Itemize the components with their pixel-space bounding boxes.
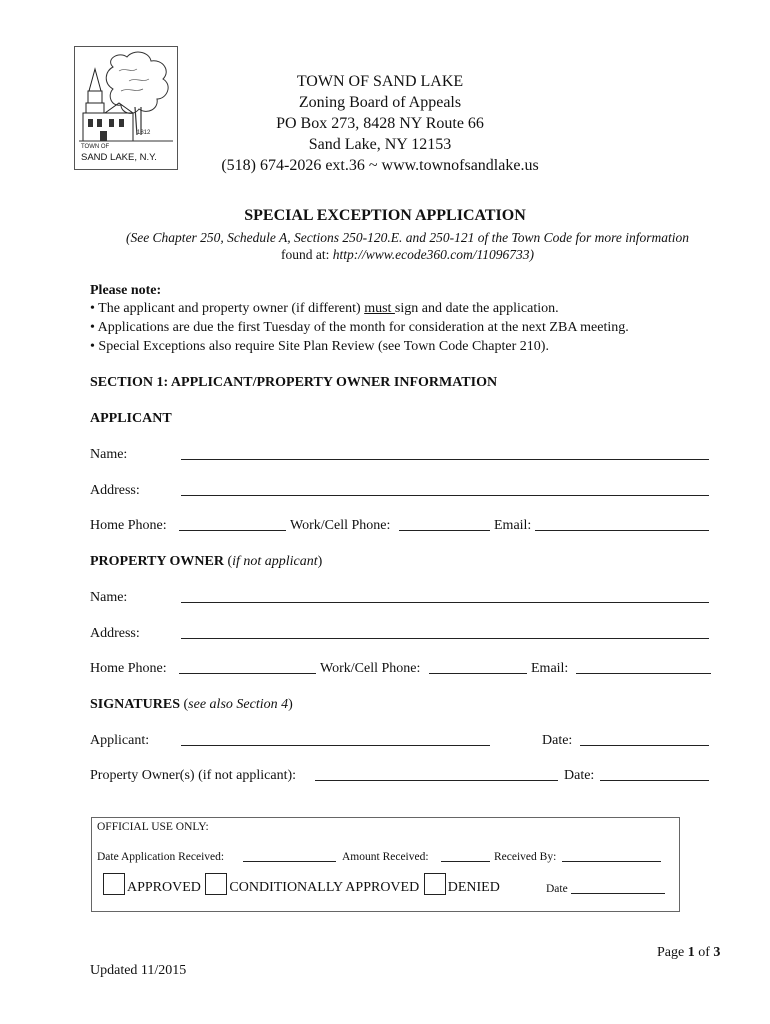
- applicant-work-phone-field[interactable]: [399, 530, 490, 531]
- applicant-work-phone-label: Work/Cell Phone:: [290, 518, 391, 533]
- letterhead-contact: (518) 674-2026 ext.36 ~ www.townofsandlake.us: [221, 157, 539, 174]
- amount-received-field[interactable]: [441, 861, 490, 862]
- owner-heading: PROPERTY OWNER (if not applicant): [90, 554, 323, 569]
- owner-signature-field[interactable]: [315, 780, 558, 781]
- applicant-home-phone-field[interactable]: [179, 530, 286, 531]
- amount-received-label: Amount Received:: [342, 851, 429, 863]
- owner-signature-label: Property Owner(s) (if not applicant):: [90, 768, 297, 783]
- document-title: SPECIAL EXCEPTION APPLICATION: [244, 207, 526, 224]
- applicant-signature-label: Applicant:: [90, 733, 150, 748]
- letterhead-board: Zoning Board of Appeals: [298, 94, 462, 111]
- document-subtitle-link-line: [0, 246, 770, 264]
- denied-label: DENIED: [447, 880, 500, 895]
- section-1-heading: SECTION 1: APPLICANT/PROPERTY OWNER INFORMATION: [90, 375, 498, 390]
- denied-checkbox[interactable]: [424, 873, 446, 895]
- approved-label: APPROVED: [127, 880, 201, 895]
- document-subtitle: (See Chapter 250, Schedule A, Sections 250-120.E. and 250-121 of the Town Code for more information: [125, 230, 690, 245]
- owner-work-phone-label: Work/Cell Phone:: [320, 661, 421, 676]
- applicant-address-field[interactable]: [181, 495, 709, 496]
- applicant-date-label: Date:: [542, 733, 573, 748]
- page-number: Page 1 of 3: [657, 945, 721, 960]
- applicant-email-field[interactable]: [535, 530, 709, 531]
- applicant-name-label: Name:: [90, 447, 128, 462]
- applicant-signature-field[interactable]: [181, 745, 490, 746]
- signatures-heading: SIGNATURES (see also Section 4): [90, 697, 293, 712]
- bullet-icon: •: [90, 301, 99, 316]
- notes-heading: Please note:: [90, 283, 162, 298]
- owner-home-phone-label: Home Phone:: [90, 661, 167, 676]
- subtitle-found-at: found at:: [281, 247, 333, 262]
- received-by-label: Received By:: [494, 851, 557, 863]
- conditionally-approved-label: CONDITIONALLY APPROVED: [229, 880, 420, 895]
- letterhead: [180, 71, 580, 176]
- note-item-2: • Applications are due the first Tuesday of the month for consideration at the next ZBA meeting.: [90, 320, 629, 335]
- owner-date-label: Date:: [564, 768, 595, 783]
- letterhead-city: Sand Lake, NY 12153: [308, 136, 452, 153]
- decision-date-field[interactable]: [571, 893, 665, 894]
- date-received-label: Date Application Received:: [97, 851, 225, 863]
- official-use-heading: OFFICIAL USE ONLY:: [97, 821, 209, 833]
- owner-email-field[interactable]: [576, 673, 711, 674]
- approved-checkbox[interactable]: [103, 873, 125, 895]
- applicant-heading: APPLICANT: [90, 411, 172, 426]
- logo-town-name: SAND LAKE, N.Y.: [81, 152, 157, 163]
- owner-email-label: Email:: [531, 661, 569, 676]
- owner-address-label: Address:: [90, 626, 140, 641]
- applicant-address-label: Address:: [90, 483, 140, 498]
- decision-row: [103, 873, 500, 899]
- logo-year: 1812: [137, 130, 151, 136]
- owner-date-field[interactable]: [600, 780, 709, 781]
- updated-date: Updated 11/2015: [90, 963, 187, 978]
- owner-name-field[interactable]: [181, 602, 709, 603]
- owner-address-field[interactable]: [181, 638, 709, 639]
- conditionally-approved-checkbox[interactable]: [205, 873, 227, 895]
- town-hall-tree-illustration: [75, 47, 177, 169]
- decision-date-label: Date: [546, 883, 568, 895]
- ecode-link[interactable]: http://www.ecode360.com/11096733: [332, 247, 530, 262]
- owner-home-phone-field[interactable]: [179, 673, 316, 674]
- applicant-date-field[interactable]: [580, 745, 709, 746]
- received-by-field[interactable]: [562, 861, 661, 862]
- official-use-box: [91, 817, 680, 912]
- town-logo: [74, 46, 178, 170]
- owner-name-label: Name:: [90, 590, 128, 605]
- bullet-icon: •: [90, 320, 98, 335]
- note-item-3: • Special Exceptions also require Site Plan Review (see Town Code Chapter 210).: [90, 339, 549, 354]
- note-item-1: • The applicant and property owner (if different) must sign and date the application.: [90, 301, 559, 316]
- logo-town-of: TOWN OF: [81, 144, 110, 150]
- subtitle-close-paren: ): [529, 247, 534, 262]
- date-received-field[interactable]: [243, 861, 336, 862]
- applicant-email-label: Email:: [494, 518, 532, 533]
- letterhead-po-box: PO Box 273, 8428 NY Route 66: [276, 115, 484, 132]
- letterhead-town: TOWN OF SAND LAKE: [296, 73, 464, 90]
- applicant-home-phone-label: Home Phone:: [90, 518, 167, 533]
- applicant-name-field[interactable]: [181, 459, 709, 460]
- owner-work-phone-field[interactable]: [429, 673, 527, 674]
- bullet-icon: •: [90, 339, 99, 354]
